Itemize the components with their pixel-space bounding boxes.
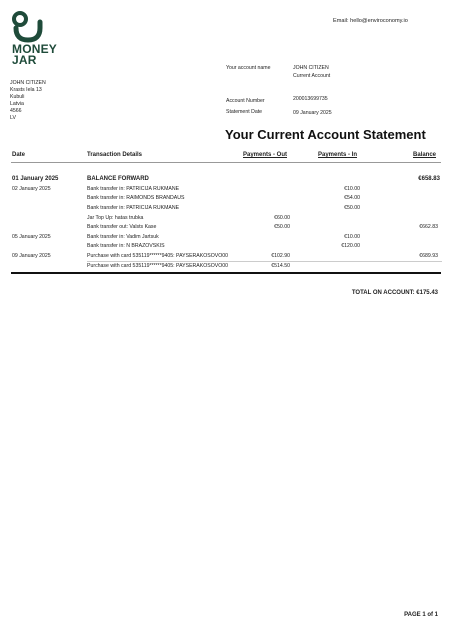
address-line: Krasts Iela 13	[10, 87, 42, 93]
forward-date: 01 January 2025	[12, 176, 59, 182]
logo	[10, 10, 60, 68]
contact-email: Email: hello@enviroconomy.io	[333, 18, 408, 24]
row-in: €50.00	[344, 205, 360, 211]
header-divider	[11, 162, 441, 163]
forward-balance: €658.83	[418, 176, 440, 182]
row-details: Purchase with card 535119******9405: PAYSERAKOSOVO00	[87, 263, 229, 269]
table-row	[0, 195, 453, 204]
table-row	[0, 243, 453, 252]
row-date: 05 January 2025	[12, 234, 51, 240]
col-header-balance: Balance	[413, 152, 437, 158]
table-row	[0, 234, 453, 243]
row-out: €50.00	[274, 224, 290, 230]
statement-date-label: Statement Date	[226, 109, 263, 115]
row-out: €102.90	[271, 253, 290, 259]
forward-details: BALANCE FORWARD	[87, 176, 149, 182]
account-name-value: JOHN CITIZEN	[293, 65, 329, 71]
row-details: Bank transfer in: PATRICIJA RUKMANE	[87, 186, 180, 192]
statement-title: Your Current Account Statement	[225, 127, 426, 142]
page-number: PAGE 1 of 1	[404, 612, 438, 618]
table-row	[0, 224, 453, 233]
address-line: Latvia	[10, 101, 24, 107]
statement-date-value: 09 January 2025	[293, 110, 332, 116]
row-details: Bank transfer in: PATRICIJA RUKMANE	[87, 205, 180, 211]
table-row	[0, 263, 453, 272]
row-details: Purchase with card 535119******9405: PAYSERAKOSOVO00	[87, 253, 229, 259]
col-header-payments-out: Payments - Out	[243, 152, 288, 158]
row-in: €10.00	[344, 186, 360, 192]
row-in: €10.00	[344, 234, 360, 240]
address-line: LV	[10, 115, 16, 121]
account-name-label: Your account name	[226, 65, 271, 71]
address-line: 4566	[10, 108, 22, 114]
money-jar-logo-icon	[11, 10, 45, 44]
row-in: €120.00	[341, 243, 360, 249]
total-on-account: TOTAL ON ACCOUNT: €175.43	[351, 290, 438, 296]
row-out: €60.00	[274, 215, 290, 221]
customer-address	[10, 80, 46, 122]
table-row	[0, 215, 453, 224]
col-header-payments-in: Payments - In	[318, 152, 358, 158]
col-header-date: Date	[12, 152, 26, 158]
address-line: Kubuli	[10, 94, 25, 100]
row-details: Bank transfer in: RAIMONDS BRANDAUS	[87, 195, 185, 201]
logo-text-jar: JAR	[12, 53, 37, 67]
account-number-label: Account Number	[226, 98, 265, 104]
address-line: JOHN CITIZEN	[10, 80, 46, 86]
row-balance: €662.83	[419, 224, 438, 230]
account-number-value: 200013699735	[293, 96, 328, 102]
row-details: Bank transfer out: Valsts Kase	[87, 224, 157, 230]
row-details: Jar Top Up: hatas trubka	[87, 215, 144, 221]
row-details: Bank transfer in: N BRAZOVSKIS	[87, 243, 165, 249]
col-header-details: Transaction Details	[87, 152, 143, 158]
row-details: Bank transfer in: Vadim Jartsuk	[87, 234, 159, 240]
row-date: 02 January 2025	[12, 186, 51, 192]
table-row	[0, 186, 453, 195]
row-out: €514.50	[271, 263, 290, 269]
table-row	[0, 205, 453, 214]
row-in: €54.00	[344, 195, 360, 201]
account-type-value: Current Account	[293, 73, 331, 79]
logo-text-money: MONEY	[12, 42, 58, 56]
table-bottom-rule	[11, 272, 441, 274]
row-balance: €689.93	[419, 253, 438, 259]
row-divider	[87, 261, 442, 262]
row-date: 09 January 2025	[12, 253, 51, 259]
